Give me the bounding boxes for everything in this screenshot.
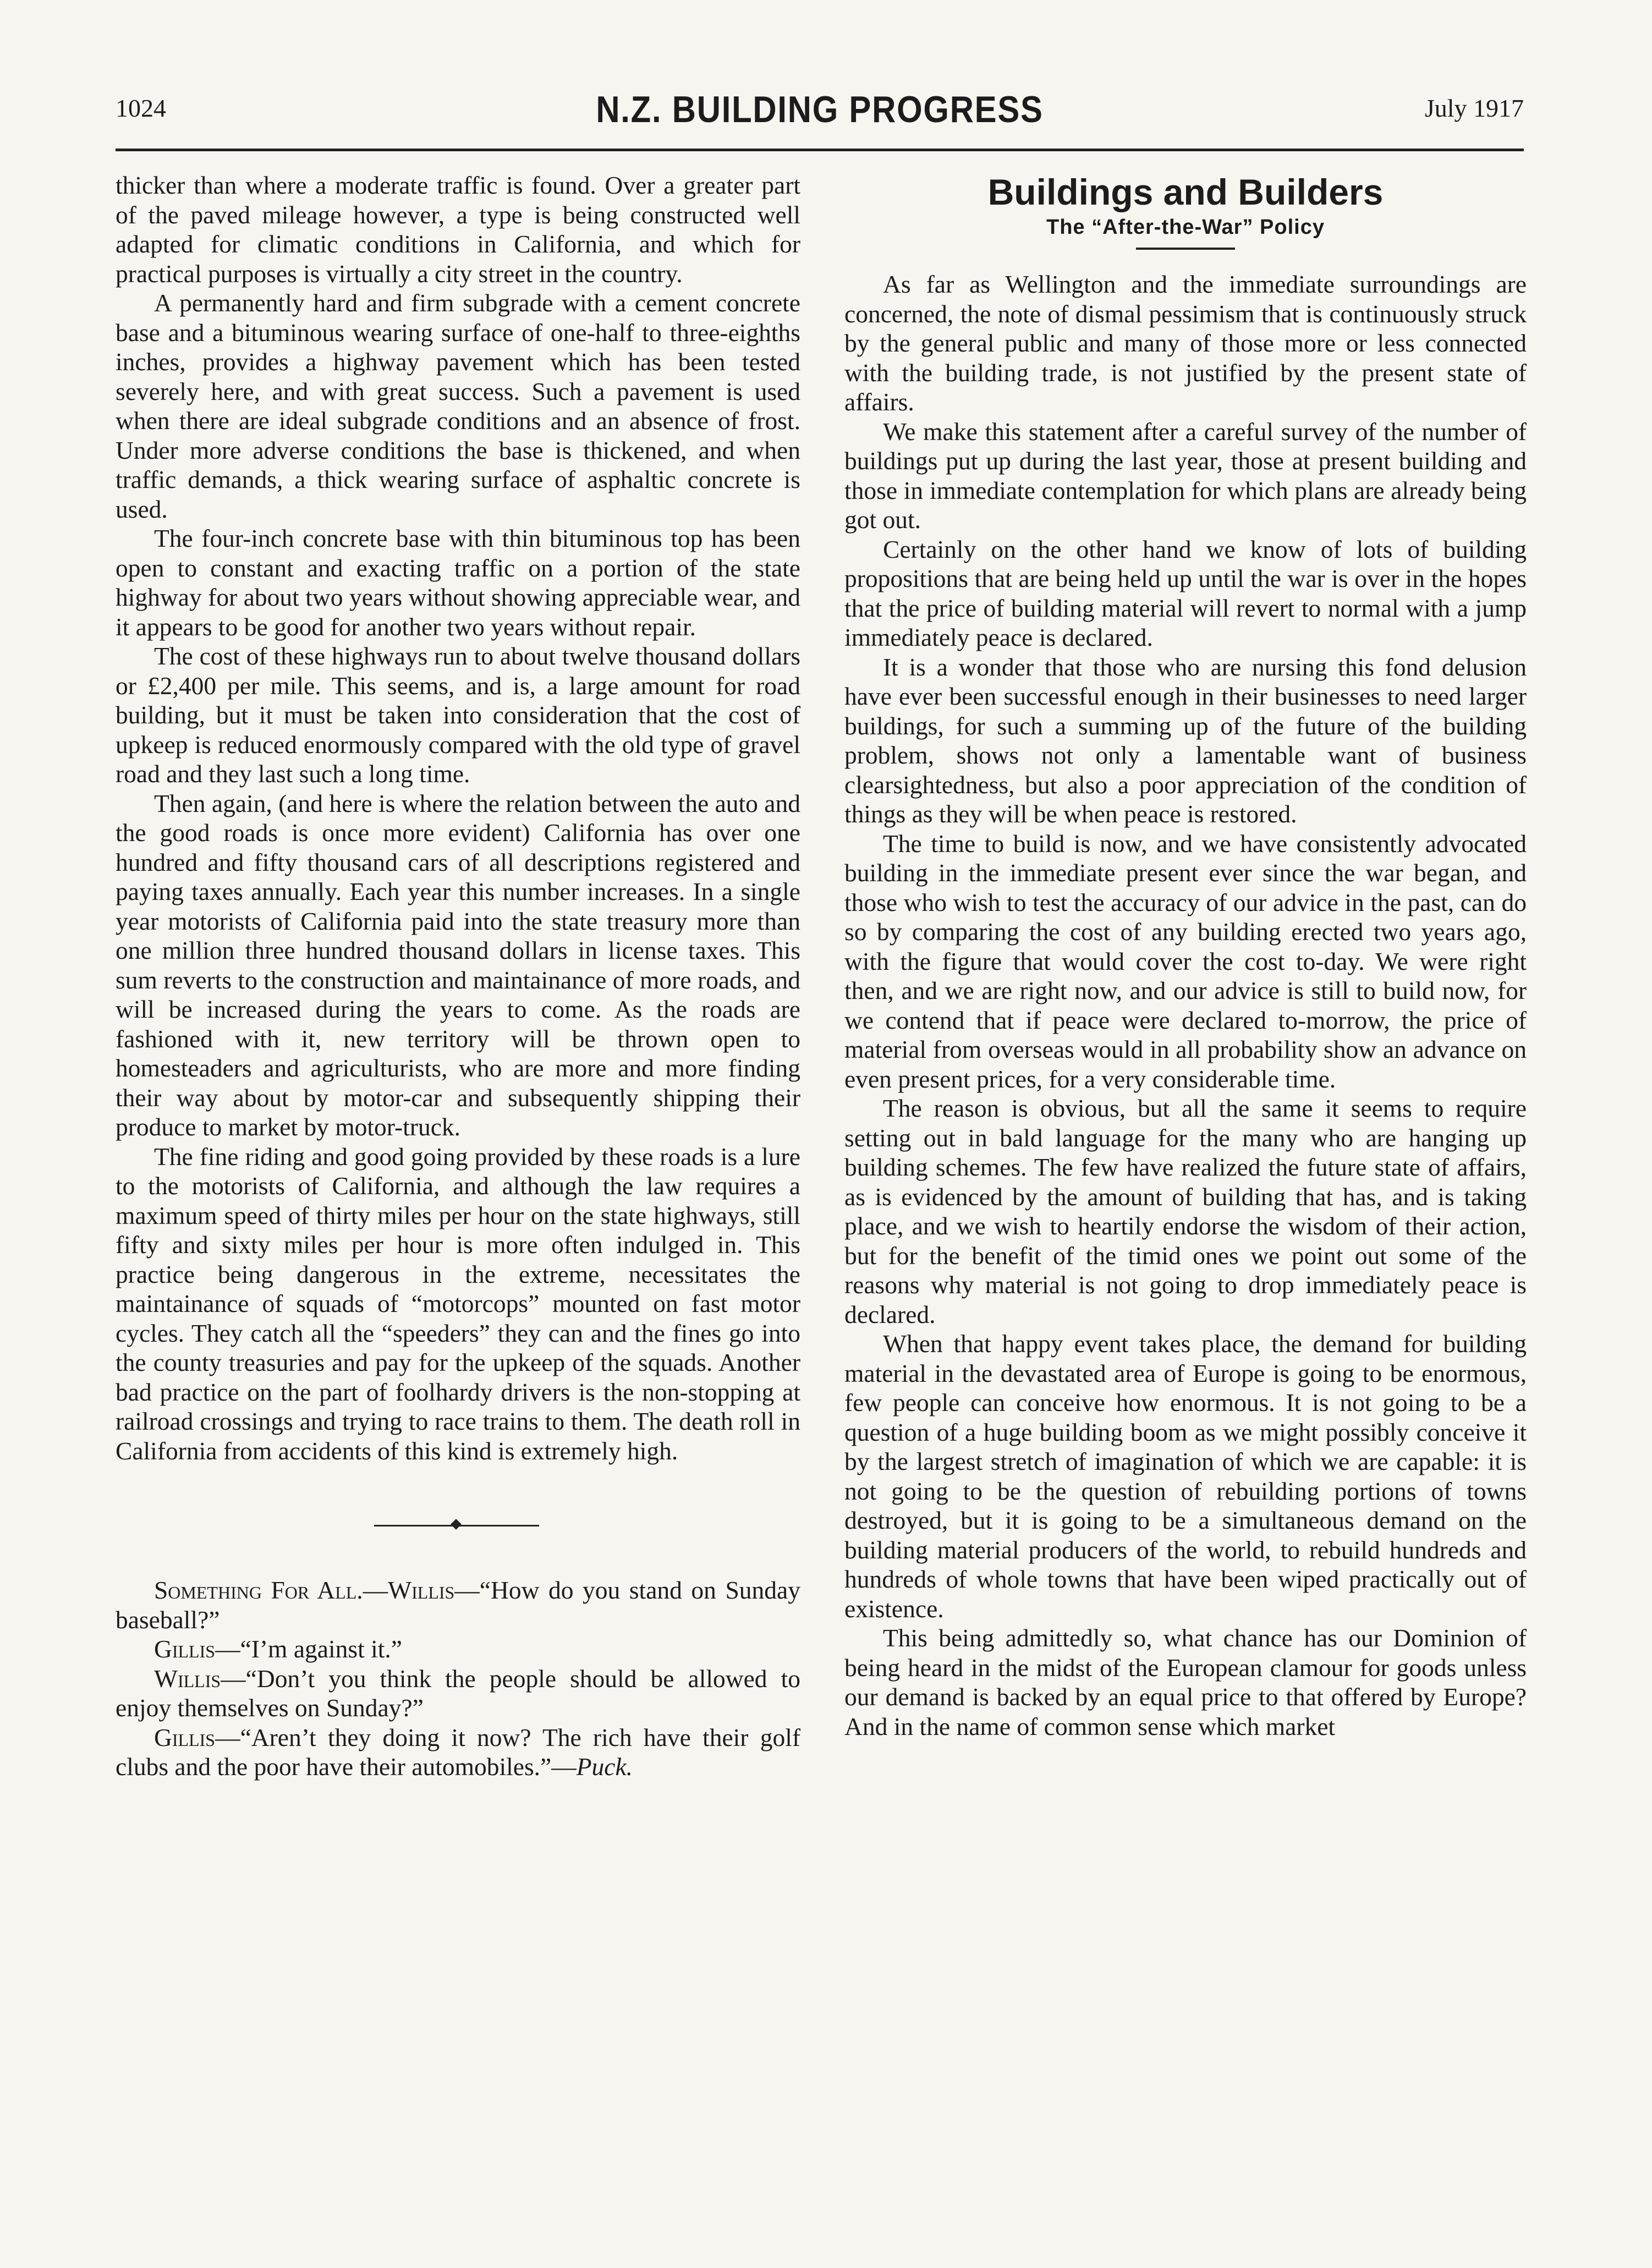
continued-paragraph: thicker than where a moderate traffic is found. Over a greater part of the paved mileage however, a type is being constructed well adapted for climatic conditions in California, and which for practical purposes is virtually a city street in the country. <box>116 171 800 288</box>
joke-line <box>116 1634 800 1664</box>
joke-text: —“Aren’t they doing it now? The rich have their golf clubs and the poor have their automobiles.”— <box>116 1723 800 1781</box>
article-paragraph: When that happy event takes place, the demand for building material in the devastated area of Europe is going to be enormous, few people can conceive how enormous. It is not going to be a question of a huge building boom as we might possibly conceive it by the largest stretch of imagination of which we are capable: it is not going to be the question of rebuilding portions of towns destroyed, but it is going to be a simultaneous demand on the building material producers of the world, to rebuild hundreds and hundreds of whole towns that have been wiped practically out of existence. <box>844 1330 1527 1623</box>
joke-speaker: Willis <box>154 1664 221 1693</box>
body-paragraph: Then again, (and here is where the relation between the auto and the good roads is once more evident) California has over one hundred and fifty thousand cars of all descriptions registered and paying taxes annually. Each year this number increases. In a single year motorists of California paid into the state treasury more than one million three hundred thousand dollars in license taxes. This sum reverts to the construction and maintainance of more roads, and will be increased during the years to come. As the roads are fashioned with it, new territory will be thrown open to homesteaders and agriculturists, who are more and more finding their way about by motor-car and subsequently shipping their produce to market by motor-truck. <box>116 789 800 1141</box>
body-paragraph: The fine riding and good going provided by these roads is a lure to the motorists of California, and although the law requires a maximum speed of thirty miles per hour on the state highways, still fifty and sixty miles per hour is more often indulged in. This practice being dangerous in the extreme, necessitates the maintainance of squads of “motorcops” mounted on fast motor cycles. They catch all the “speeders” they can and the fines go into the county treasuries and pay for the upkeep of the squads. Another bad practice on the part of foolhardy drivers is the non-stopping at railroad crossings and trying to race trains to them. The death roll in California from accidents of this kind is extremely high. <box>116 1142 800 1465</box>
page-number: 1024 <box>116 94 166 122</box>
article-paragraph: The time to build is now, and we have consistently advocated building in the immediate present ever since the war began, and those who wish to test the accuracy of our advice in the past, can do so by comparing the cost of any building erected two years ago, with the figure that would cover the cost to-day. We were right then, and we are right now, and our advice is still to build now, for we contend that if peace were declared to-morrow, the price of material from overseas would in all probability show an advance on even present prices, for a very considerable time. <box>844 829 1527 1093</box>
title-rule <box>1136 248 1235 250</box>
article-paragraph: As far as Wellington and the immediate surroundings are concerned, the note of dismal pessimism that is continuously struck by the general public and many of those more or less connected with the building trade, is not justified by the present state of affairs. <box>844 270 1527 416</box>
article-paragraph: We make this statement after a careful survey of the number of buildings put up during the last year, those at present building and those in immediate contemplation for which plans are already being got out. <box>844 417 1527 534</box>
body-paragraph: A permanently hard and firm subgrade with a cement concrete base and a bituminous wearing surface of one-half to three-eighths inches, provides a highway pavement which has been tested severely here, and with great success. Such a pavement is used when there are ideal subgrade conditions and an absence of frost. Under more adverse conditions the base is thickened, and when traffic demands, a thick wearing surface of asphaltic concrete is used. <box>116 289 800 523</box>
joke-text: —“How do you stand on Sunday baseball?” <box>116 1576 800 1634</box>
article-paragraph: The reason is obvious, but all the same it seems to require setting out in bald language for the many who are hanging up building schemes. The few have realized the future state of affairs, as is evidenced by the amount of building that has, and is taking place, and we wish to heartily endorse the wisdom of their action, but for the benefit of the timid ones we point out some of the reasons why material is not going to drop immediately peace is declared. <box>844 1094 1527 1328</box>
issue-date: July 1917 <box>1424 94 1524 122</box>
body-paragraph: The four-inch concrete base with thin bituminous top has been open to constant and exacting traffic on a portion of the state highway for about two years without showing appreciable wear, and it appears to be good for another two years without repair. <box>116 524 800 641</box>
article-subtitle: The “After-the-War” Policy <box>1046 216 1325 239</box>
right-column <box>844 171 1527 1741</box>
journal-title: N.Z. BUILDING PROGRESS <box>596 89 1044 130</box>
joke-speaker: Gillis <box>154 1635 216 1663</box>
left-column <box>116 171 800 1782</box>
joke-line <box>116 1664 800 1723</box>
joke-text: —“Don’t you think the people should be allowed to enjoy themselves on Sunday?” <box>116 1664 800 1722</box>
page-header <box>116 88 1524 151</box>
joke-source: Puck. <box>576 1753 633 1781</box>
joke-text: —“I’m against it.” <box>215 1635 402 1663</box>
article-title: Buildings and Builders <box>987 172 1384 212</box>
article-paragraph: Certainly on the other hand we know of lots of building propositions that are being held up until the war is over in the hopes that the price of building material will revert to normal with a jump immediately peace is declared. <box>844 535 1527 651</box>
article-paragraph: This being admittedly so, what chance has our Dominion of being heard in the midst of the European clamour for goods unless our demand is backed by an equal price to that offered by Europe? And in the name of common sense which market <box>844 1624 1527 1740</box>
joke-line <box>116 1723 800 1782</box>
body-paragraph: The cost of these highways run to about twelve thousand dollars or £2,400 per mile. This seems, and is, a large amount for road building, but it must be taken into consideration that the cost of upkeep is reduced enormously compared with the old type of gravel road and they last such a long time. <box>116 642 800 788</box>
section-divider <box>116 1498 800 1553</box>
joke-line: Something For All.—Willis—“How do you stand on Sunday baseball?” <box>116 1576 800 1634</box>
divider-diamond <box>451 1519 462 1530</box>
joke-filler <box>116 1575 800 1782</box>
joke-speaker: Willis <box>388 1576 455 1604</box>
joke-speaker: Gillis <box>154 1723 216 1751</box>
article-paragraph: It is a wonder that those who are nursing this fond delusion have ever been successful enough in their businesses to need larger buildings, for such a summing up of the future of the building problem, shows not only a lamentable want of business clearsightedness, but also a poor appreciation of the condition of things as they will be when peace is restored. <box>844 652 1527 828</box>
joke-heading: Something For All. <box>154 1576 363 1604</box>
